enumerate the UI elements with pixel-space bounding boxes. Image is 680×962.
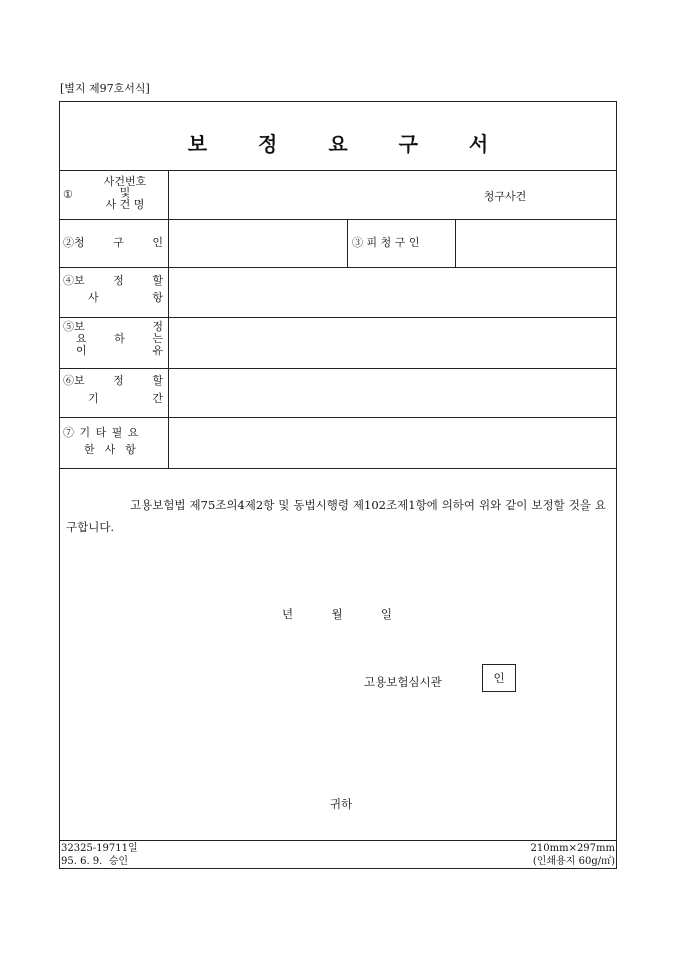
row-divider xyxy=(60,267,616,268)
reason-label-line2: 요 하 는 xyxy=(76,332,163,345)
issuing-official: 고용보험심시관 xyxy=(364,675,442,689)
respondent-number-circle: ③ xyxy=(352,236,363,249)
column-divider xyxy=(455,219,456,267)
correction-items-label-line1: ④보 정 할 xyxy=(63,274,163,287)
case-label-line2: 및 xyxy=(119,186,131,199)
approval-date: 95. 6. 9. 승인 xyxy=(61,856,129,867)
form-title: 보 정 요 구 서 xyxy=(187,132,511,156)
month-label: 월 xyxy=(331,607,343,621)
correction-items-label-line2: 사 항 xyxy=(88,291,163,304)
reason-label-line3: 이 유 xyxy=(76,344,163,357)
request-statement: 고용보험법 제75조의4제2항 및 동법시행령 제102조제1항에 의하여 위와 같이 보정할 것을 요구합니다. xyxy=(66,498,606,534)
other-label-line1: ⑦ 기 타 필 요 xyxy=(63,426,140,439)
form-code: 32325-19711일 xyxy=(61,843,138,854)
paper-weight: (인쇄용지 60g/㎡) xyxy=(532,856,615,867)
respondent-field[interactable] xyxy=(460,237,610,251)
case-label-line1: 사건번호 xyxy=(103,175,147,188)
column-divider xyxy=(347,219,348,267)
reason-label-line1: ⑤보 정 xyxy=(63,320,163,333)
correction-items-field[interactable] xyxy=(172,282,612,296)
case-number-circle: ① xyxy=(63,188,73,201)
row-divider xyxy=(60,170,616,171)
period-label-line1: ⑥보 정 할 xyxy=(63,374,163,387)
other-field[interactable] xyxy=(172,435,612,449)
row-divider xyxy=(60,468,616,469)
seal-box: 인 xyxy=(482,664,516,692)
year-label: 년 xyxy=(282,607,294,621)
case-label-line3: 사 건 명 xyxy=(105,198,145,211)
period-number-circle: ⑥ xyxy=(63,374,74,387)
claimant-label: ②청 구 인 xyxy=(63,236,163,249)
period-field[interactable] xyxy=(172,384,612,398)
other-number-circle: ⑦ xyxy=(63,426,75,439)
form-label: [별지 제97호서식] xyxy=(60,82,150,95)
row-divider xyxy=(60,368,616,369)
form-code-block xyxy=(61,842,138,868)
footer-divider xyxy=(60,840,616,841)
day-label: 일 xyxy=(380,607,392,621)
claimant-number-circle: ② xyxy=(63,236,74,249)
period-label-line2: 기 간 xyxy=(88,392,163,405)
correction-number-circle: ④ xyxy=(63,274,74,287)
other-label-line2: 한 사 항 xyxy=(84,443,137,456)
claimant-field[interactable] xyxy=(172,237,342,251)
row-divider xyxy=(60,219,616,220)
paper-size: 210mm×297mm xyxy=(530,843,615,854)
row-divider xyxy=(60,417,616,418)
label-column-divider xyxy=(168,170,169,468)
respondent-label: ③ 피 청 구 인 xyxy=(352,236,420,249)
row-divider xyxy=(60,317,616,318)
reason-field[interactable] xyxy=(172,334,612,348)
date-line xyxy=(282,606,392,622)
case-value[interactable]: 청구사건 xyxy=(483,190,527,203)
paper-spec-block xyxy=(531,842,615,868)
addressee-label: 귀하 xyxy=(330,797,353,811)
form-frame xyxy=(59,101,617,869)
reason-number-circle: ⑤ xyxy=(63,320,74,333)
